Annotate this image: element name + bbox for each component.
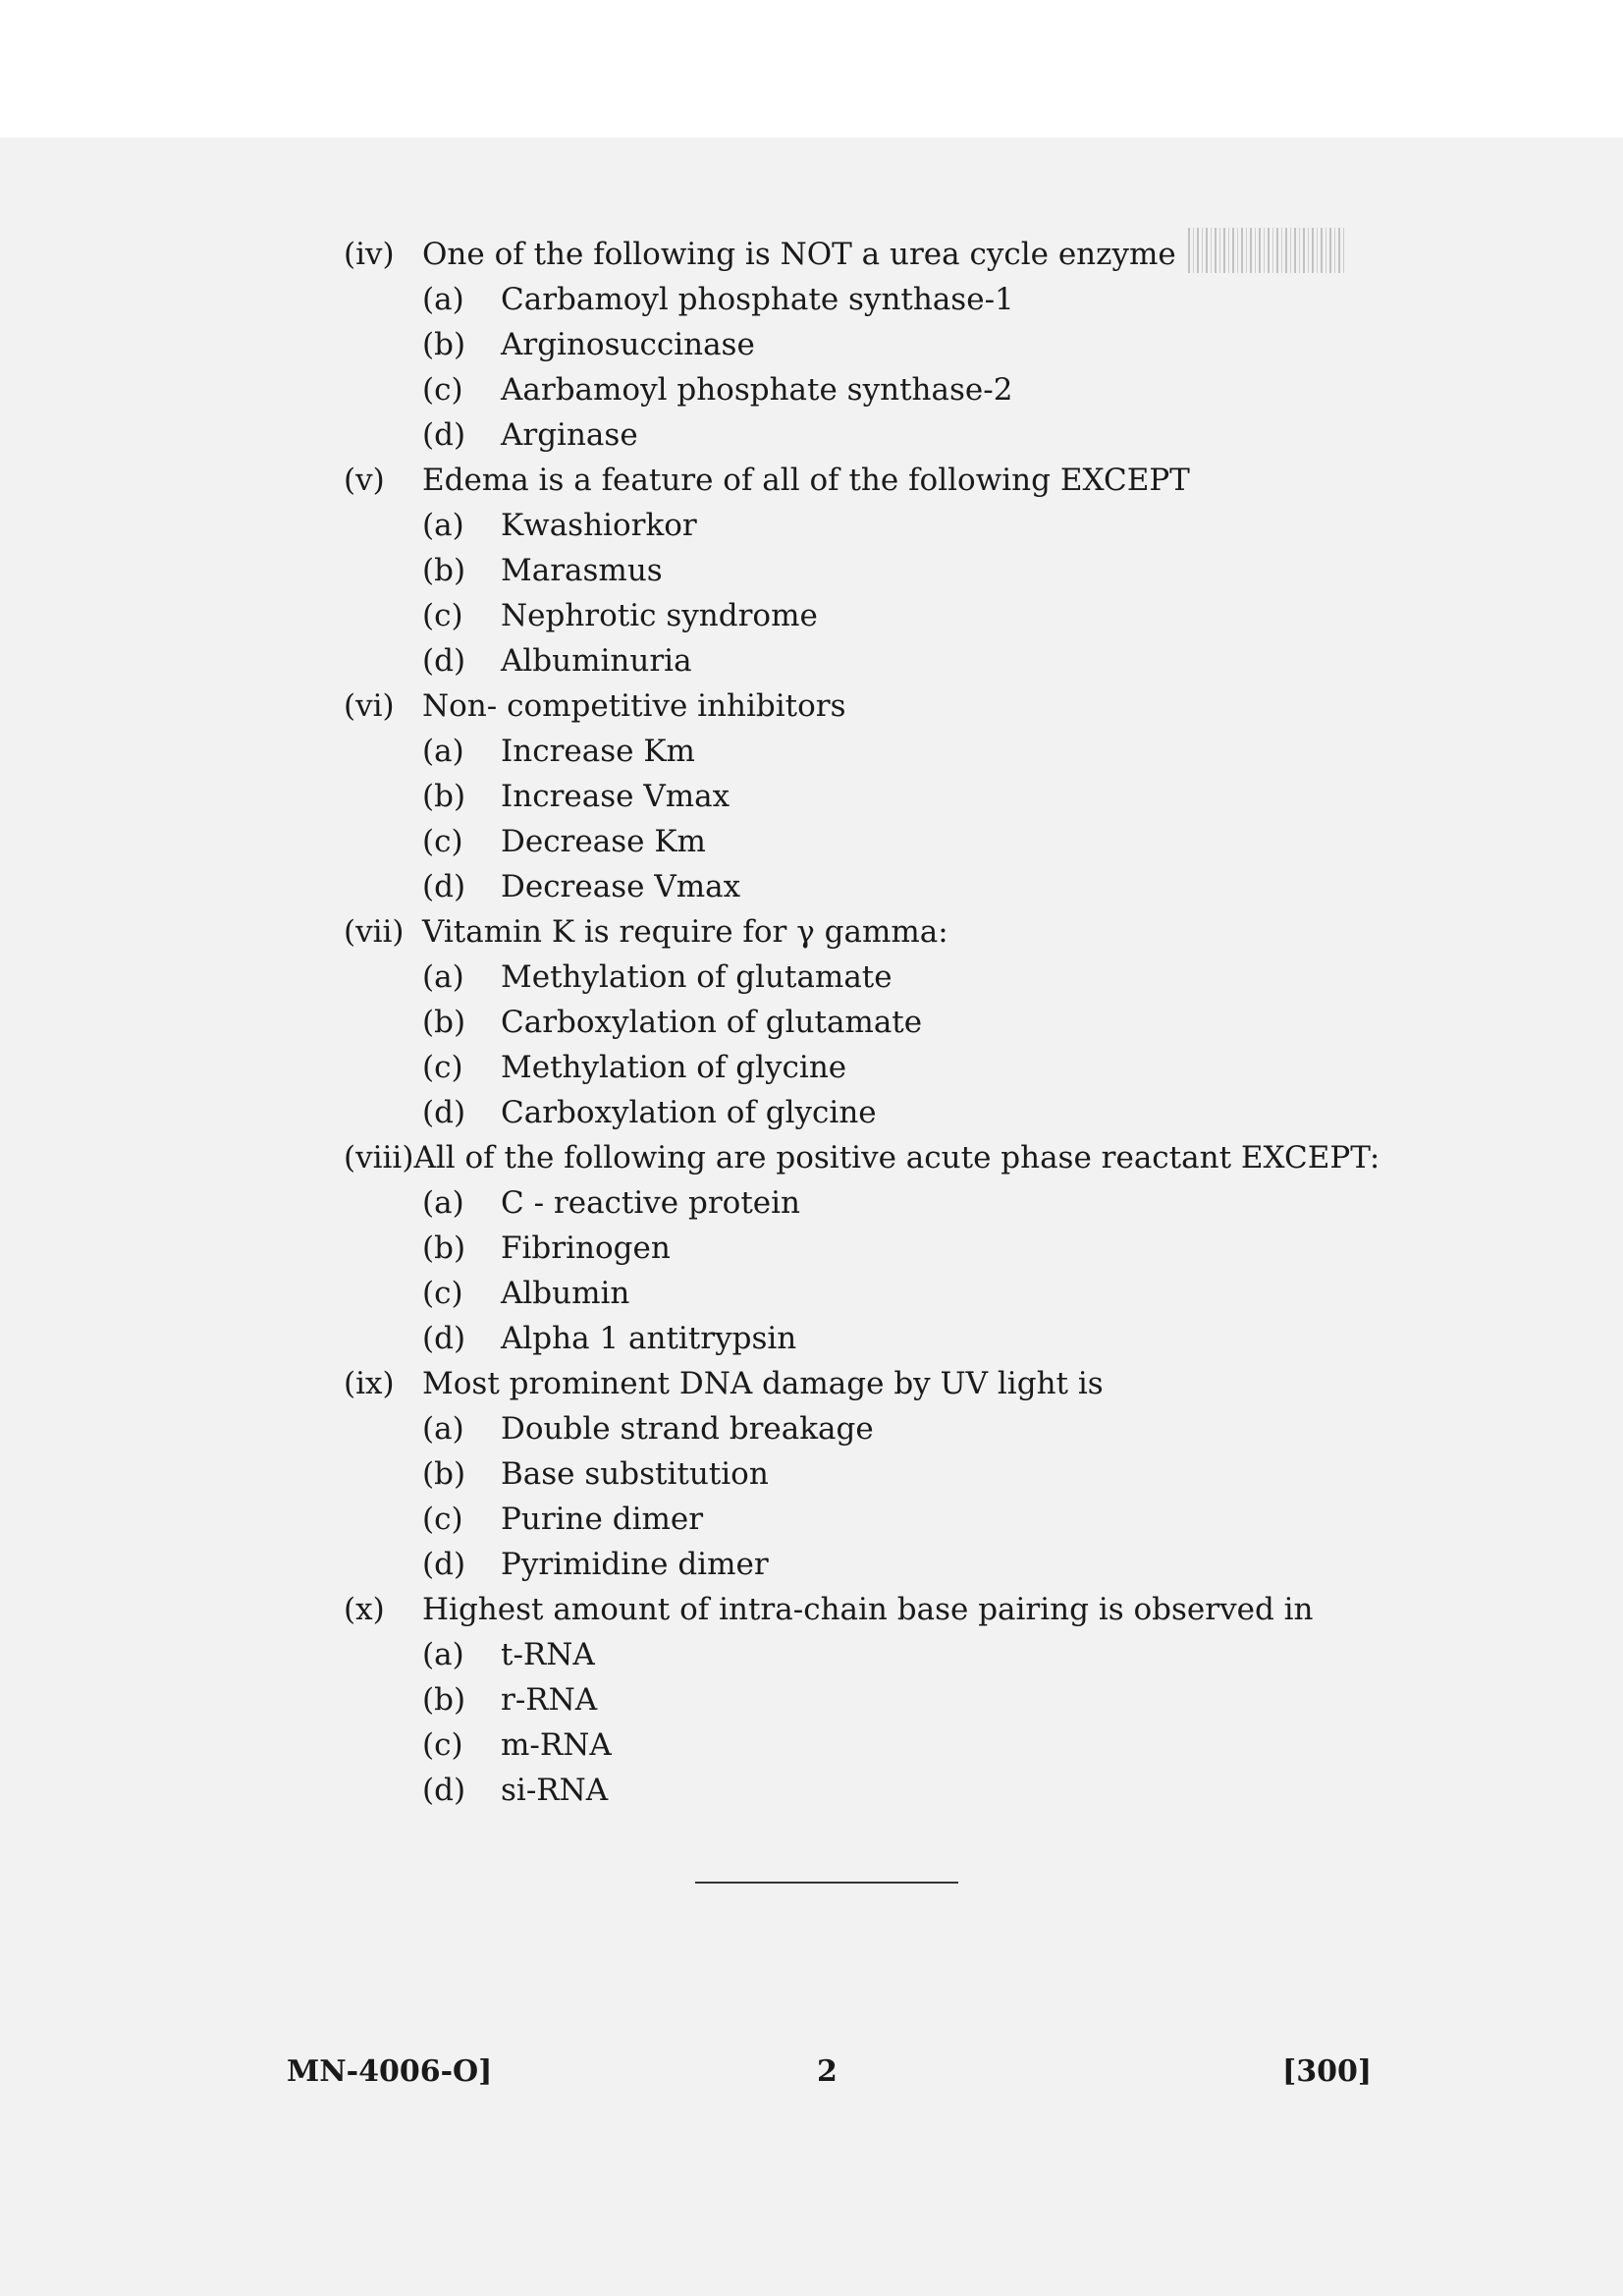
option-item — [344, 1768, 1375, 1813]
option-letter: (c) — [422, 372, 463, 408]
option-item — [344, 864, 1375, 909]
option-list — [344, 277, 1375, 458]
option-letter: (b) — [422, 1005, 466, 1040]
option-item — [344, 729, 1375, 774]
question-number: (vi) — [344, 688, 395, 724]
option-item — [344, 774, 1375, 819]
option-letter: (c) — [422, 598, 463, 633]
option-text: Albuminuria — [501, 643, 692, 679]
question-stem — [344, 1135, 1380, 1180]
question-stem — [344, 458, 1375, 503]
option-letter: (d) — [422, 417, 466, 453]
option-letter: (d) — [422, 643, 466, 679]
option-text: C - reactive protein — [501, 1185, 801, 1221]
option-item — [344, 1226, 1375, 1271]
question-text: Vitamin K is require for γ gamma: — [422, 914, 948, 950]
question-item — [344, 458, 1375, 683]
option-item — [344, 955, 1375, 1000]
option-item — [344, 1045, 1375, 1090]
option-letter: (b) — [422, 779, 466, 814]
question-text: One of the following is NOT a urea cycle enzyme — [422, 237, 1176, 272]
option-item — [344, 1497, 1375, 1542]
option-text: Carboxylation of glutamate — [501, 1005, 923, 1040]
option-letter: (a) — [422, 282, 464, 317]
question-text: Non- competitive inhibitors — [422, 688, 846, 724]
option-item — [344, 1271, 1375, 1316]
option-text: Arginosuccinase — [501, 327, 755, 362]
option-text: Nephrotic syndrome — [501, 598, 818, 633]
option-letter: (a) — [422, 508, 464, 543]
question-stem — [344, 1361, 1375, 1406]
option-text: Methylation of glutamate — [501, 959, 893, 995]
option-item — [344, 1406, 1375, 1451]
option-text: Base substitution — [501, 1456, 769, 1492]
option-letter: (a) — [422, 1411, 464, 1447]
option-text: Carboxylation of glycine — [501, 1095, 877, 1130]
option-text: t-RNA — [501, 1637, 595, 1672]
question-text: Edema is a feature of all of the following EXCEPT — [422, 463, 1190, 498]
question-number: (iv) — [344, 237, 395, 272]
option-text: Decrease Km — [501, 824, 706, 859]
option-letter: (b) — [422, 1682, 466, 1718]
option-letter: (b) — [422, 1456, 466, 1492]
option-item — [344, 277, 1375, 322]
option-text: Purine dimer — [501, 1502, 704, 1537]
page-footer — [0, 2054, 1623, 2094]
option-item — [344, 548, 1375, 593]
option-text: Arginase — [501, 417, 638, 453]
option-item — [344, 1316, 1375, 1361]
option-letter: (d) — [422, 1773, 466, 1808]
option-text: Methylation of glycine — [501, 1050, 847, 1085]
option-letter: (a) — [422, 734, 464, 769]
option-letter: (a) — [422, 1185, 464, 1221]
option-item — [344, 1090, 1375, 1135]
option-letter: (b) — [422, 553, 466, 588]
option-letter: (d) — [422, 869, 466, 904]
question-stem — [344, 232, 1375, 277]
option-text: Increase Km — [501, 734, 695, 769]
option-letter: (d) — [422, 1321, 466, 1356]
option-text: Albumin — [501, 1276, 630, 1311]
option-letter: (c) — [422, 1502, 463, 1537]
option-letter: (c) — [422, 1050, 463, 1085]
option-letter: (c) — [422, 1276, 463, 1311]
option-text: Marasmus — [501, 553, 663, 588]
question-stem — [344, 683, 1375, 729]
question-stem — [344, 909, 1375, 955]
option-item — [344, 1677, 1375, 1722]
option-text: Fibrinogen — [501, 1230, 671, 1266]
option-text: Aarbamoyl phosphate synthase-2 — [501, 372, 1013, 408]
copies-count: [300] — [1282, 2054, 1373, 2089]
option-letter: (a) — [422, 1637, 464, 1672]
option-list — [344, 1406, 1375, 1587]
question-item — [344, 1587, 1375, 1813]
question-item — [344, 683, 1375, 909]
option-list — [344, 1632, 1375, 1813]
question-text: All of the following are positive acute phase reactant EXCEPT: — [413, 1140, 1380, 1175]
option-text: Kwashiorkor — [501, 508, 697, 543]
question-number: (v) — [344, 463, 385, 498]
option-letter: (d) — [422, 1095, 466, 1130]
option-text: si-RNA — [501, 1773, 609, 1808]
page-number: 2 — [817, 2054, 838, 2089]
question-item — [344, 1135, 1380, 1361]
option-letter: (d) — [422, 1547, 466, 1582]
option-item — [344, 638, 1375, 683]
option-text: Pyrimidine dimer — [501, 1547, 769, 1582]
paper-code: MN-4006-O] — [287, 2054, 493, 2089]
option-text: Carbamoyl phosphate synthase-1 — [501, 282, 1014, 317]
option-letter: (b) — [422, 327, 466, 362]
question-item — [344, 232, 1375, 458]
option-item — [344, 367, 1375, 412]
option-letter: (a) — [422, 959, 464, 995]
option-item — [344, 1451, 1375, 1497]
option-item — [344, 1542, 1375, 1587]
option-text: Alpha 1 antitrypsin — [501, 1321, 797, 1356]
option-text: m-RNA — [501, 1727, 612, 1763]
option-item — [344, 1722, 1375, 1768]
option-text: r-RNA — [501, 1682, 598, 1718]
option-list — [344, 729, 1375, 909]
option-item — [344, 593, 1375, 638]
option-item — [344, 1632, 1375, 1677]
question-item — [344, 909, 1375, 1135]
question-stem — [344, 1587, 1375, 1632]
end-rule — [695, 1882, 958, 1884]
option-item — [344, 503, 1375, 548]
option-item — [344, 322, 1375, 367]
option-item — [344, 1000, 1375, 1045]
question-number: (viii) — [344, 1140, 414, 1175]
option-text: Decrease Vmax — [501, 869, 741, 904]
option-letter: (c) — [422, 1727, 463, 1763]
option-list — [344, 503, 1375, 683]
option-letter: (b) — [422, 1230, 466, 1266]
option-text: Increase Vmax — [501, 779, 730, 814]
option-item — [344, 412, 1375, 458]
option-item — [344, 1180, 1375, 1226]
question-item — [344, 1361, 1375, 1587]
question-number: (vii) — [344, 914, 405, 950]
question-list — [344, 232, 1380, 1813]
option-item — [344, 819, 1375, 864]
question-text: Highest amount of intra-chain base pairing is observed in — [422, 1592, 1314, 1627]
question-text: Most prominent DNA damage by UV light is — [422, 1366, 1104, 1401]
question-number: (x) — [344, 1592, 385, 1627]
option-letter: (c) — [422, 824, 463, 859]
option-list — [344, 955, 1375, 1135]
question-number: (ix) — [344, 1366, 395, 1401]
option-text: Double strand breakage — [501, 1411, 874, 1447]
option-list — [344, 1180, 1375, 1361]
